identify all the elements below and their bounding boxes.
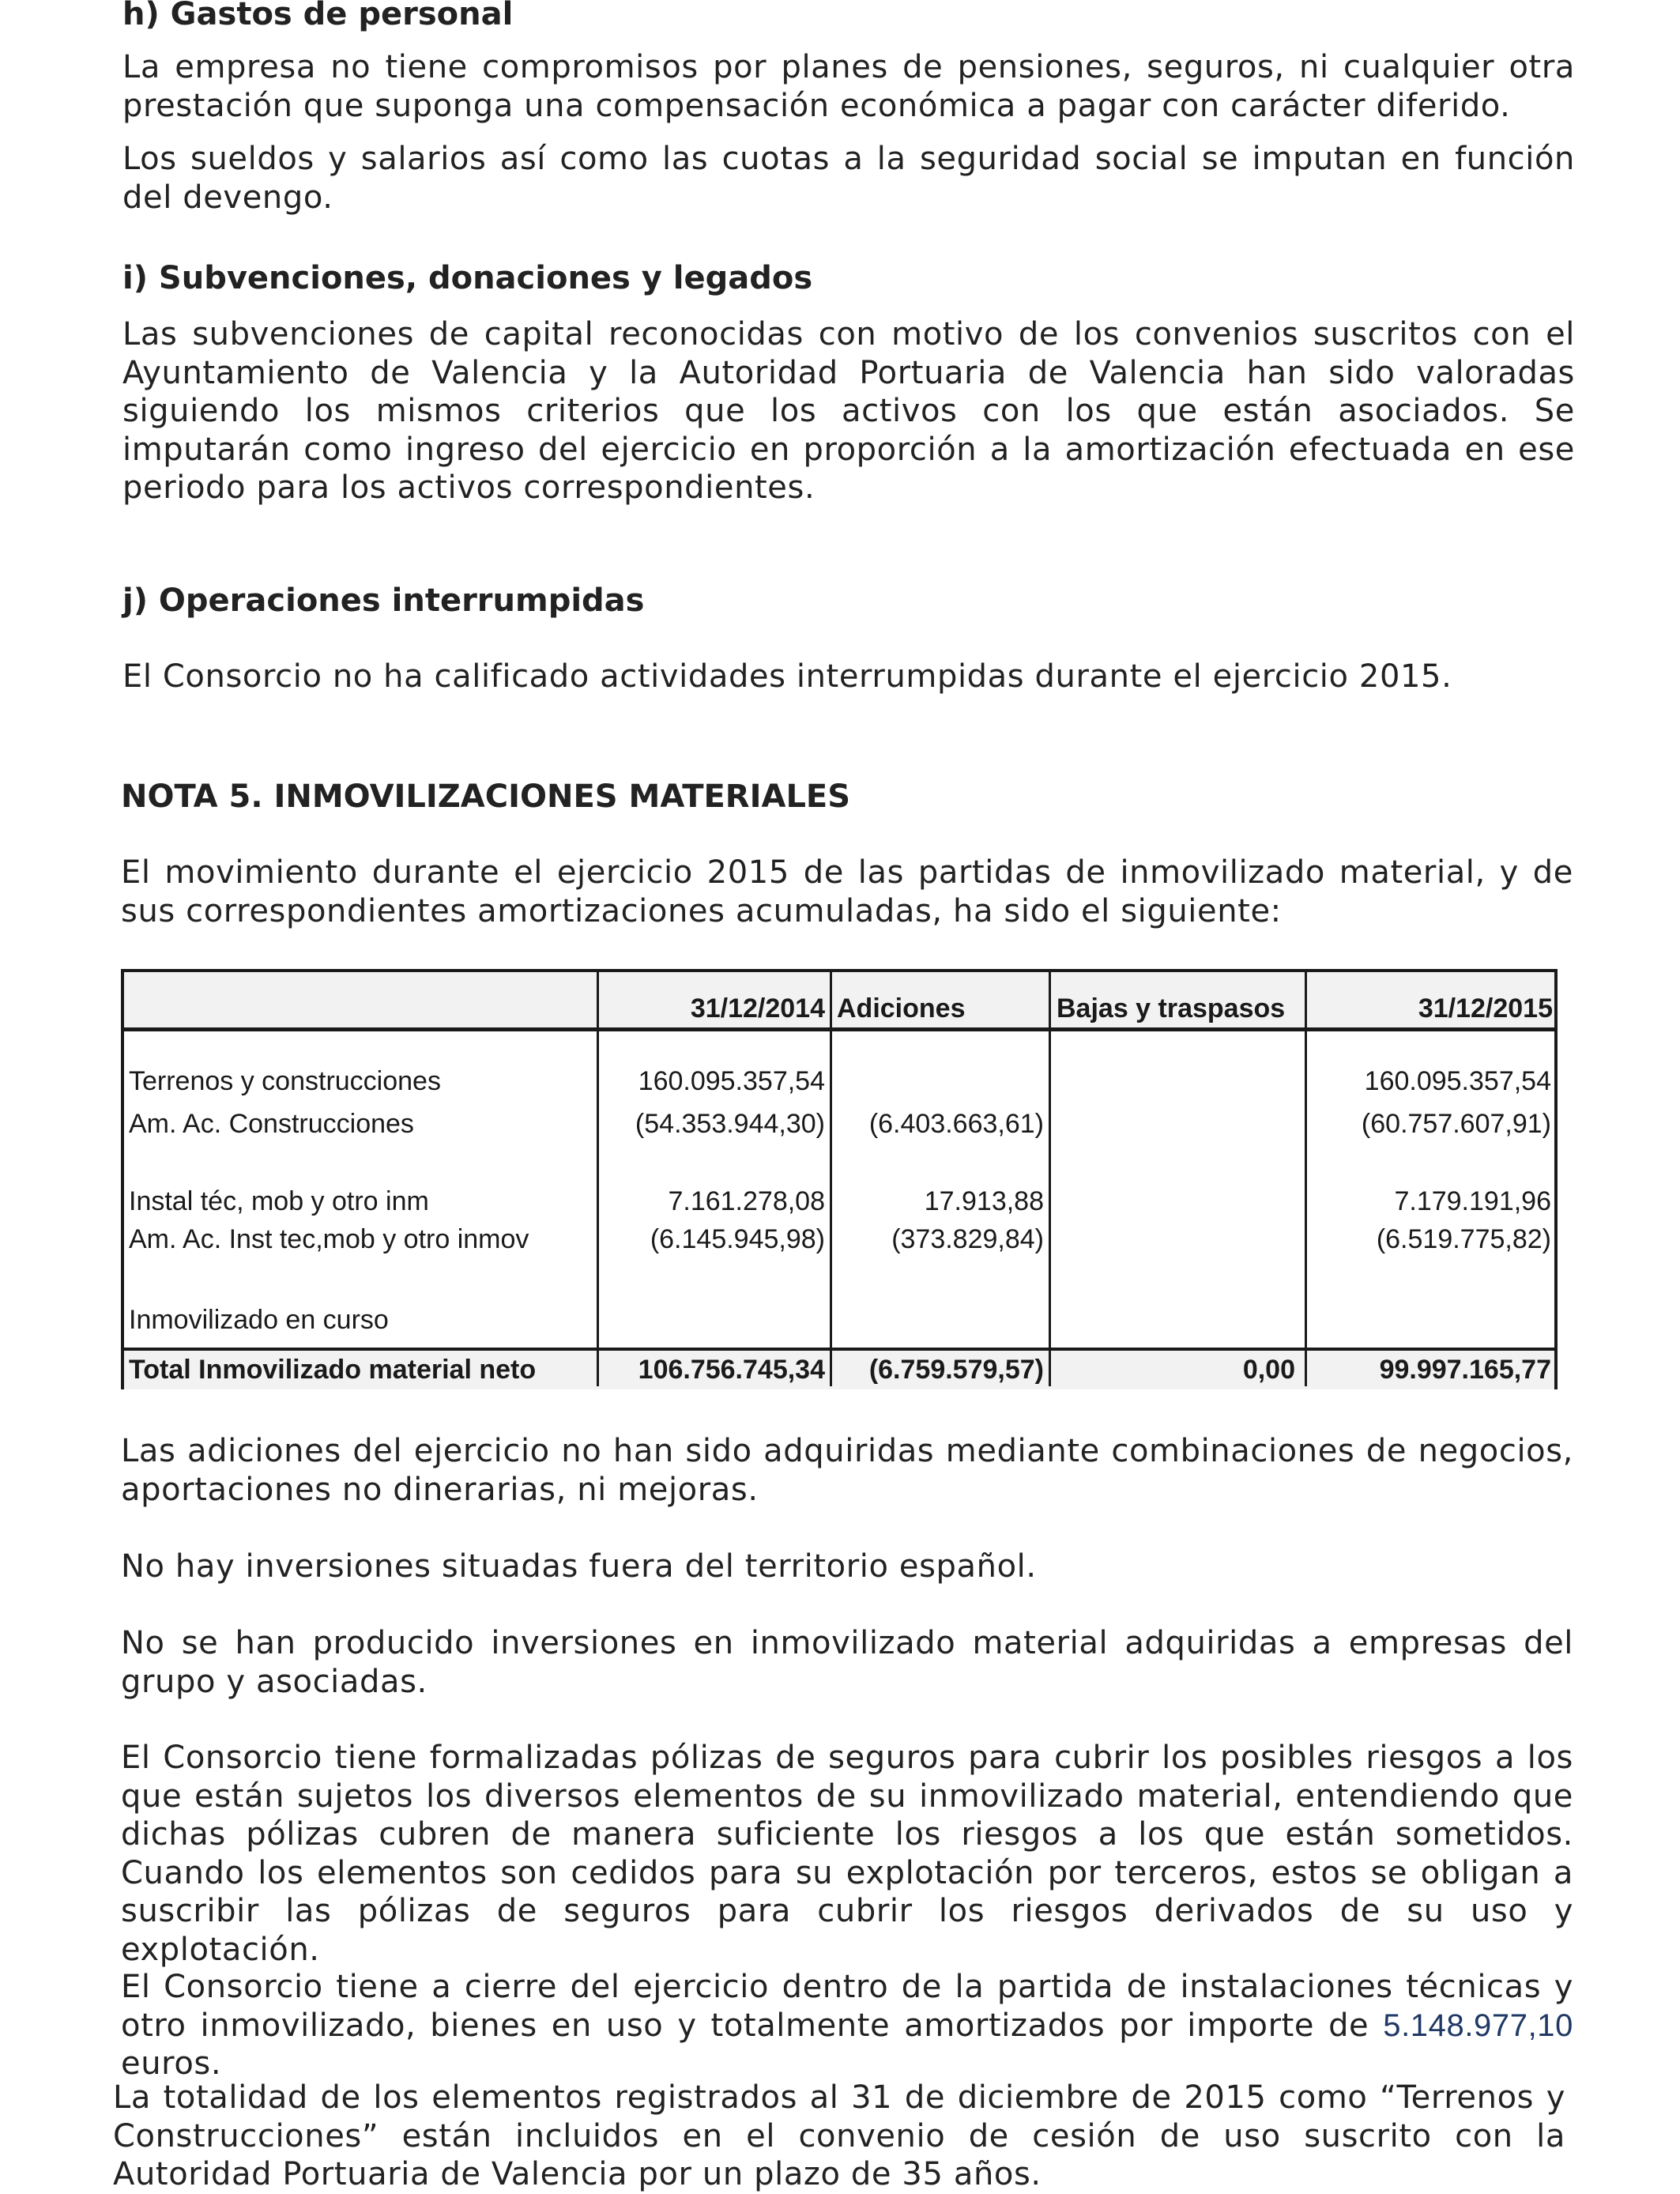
- section-j-title: j) Operaciones interrumpidas: [122, 582, 645, 619]
- table-cell: 160.095.357,54: [638, 1066, 825, 1096]
- nota5-title: NOTA 5. INMOVILIZACIONES MATERIALES: [121, 778, 851, 815]
- header-cell: 31/12/2015: [1418, 993, 1553, 1023]
- section-i-paragraph: Las subvenciones de capital reconocidas con motivo de los convenios suscritos con el Ayuntamiento de Valencia y la Autoridad Portuaria de Valencia han sido valoradas siguiendo los mismos criterios que los activos con los que están asociados. Se imputarán como ingreso del ejercicio en proporción a la amortización efectuada en ese periodo para los activos correspondientes.: [122, 316, 1575, 506]
- row-label: Terrenos y construcciones: [129, 1066, 441, 1096]
- column-divider: [1049, 972, 1051, 1386]
- table-cell: (60.757.607,91): [1361, 1109, 1551, 1139]
- paragraph-seguros: El Consorcio tiene formalizadas pólizas de seguros para cubrir los posibles riesgos a los que están sujetos los diversos elementos de su inmovilizado material, entendiendo que dichas pólizas cubren de manera suficiente los riesgos a los que están sometidos. Cuando los elementos son cedidos para su explotación por terceros, estos se obligan a suscribir las pólizas de seguros para cubrir los riesgos derivados de su uso y explotación.: [121, 1740, 1573, 1968]
- table-cell: 7.179.191,96: [1394, 1186, 1551, 1216]
- total-cell: (6.759.579,57): [868, 1355, 1044, 1385]
- section-j-paragraph: El Consorcio no ha calificado actividades interrumpidas durante el ejercicio 2015.: [122, 658, 1452, 695]
- table-cell: (6.403.663,61): [868, 1109, 1044, 1139]
- total-cell: 99.997.165,77: [1379, 1355, 1551, 1385]
- total-cell: 0,00: [1242, 1355, 1295, 1385]
- table-cell: (373.829,84): [891, 1224, 1044, 1254]
- row-label: Inmovilizado en curso: [129, 1305, 389, 1335]
- section-h-title: h) Gastos de personal: [122, 0, 514, 32]
- column-divider: [1305, 972, 1307, 1386]
- total-label: Total Inmovilizado material neto: [129, 1355, 537, 1385]
- paragraph-adiciones: Las adiciones del ejercicio no han sido adquiridas mediante combinaciones de negocios, aportaciones no dinerarias, ni mejoras.: [121, 1433, 1573, 1508]
- header-cell: 31/12/2014: [690, 993, 825, 1023]
- row-label: Am. Ac. Inst tec,mob y otro inmov: [129, 1224, 529, 1254]
- paragraph-terrenos: La totalidad de los elementos registrados al 31 de diciembre de 2015 como “Terrenos y Construcciones” están incluidos en el convenio de cesión de uso suscrito con la Autoridad Portuaria de Valencia por un plazo de 35 años.: [113, 2079, 1565, 2192]
- section-h-paragraph-2: Los sueldos y salarios así como las cuotas a la seguridad social se imputan en función del devengo.: [122, 141, 1575, 216]
- table-cell: (6.145.945,98): [650, 1224, 825, 1254]
- table-cell: 160.095.357,54: [1364, 1066, 1551, 1096]
- total-cell: 106.756.745,34: [638, 1355, 825, 1385]
- header-cell: Bajas y traspasos: [1057, 993, 1286, 1023]
- nota5-intro: El movimiento durante el ejercicio 2015 de las partidas de inmovilizado material, y de sus correspondientes amortizaciones acumuladas, ha sido el siguiente:: [121, 854, 1573, 929]
- table-cell: 7.161.278,08: [668, 1186, 825, 1216]
- paragraph-amortizados: [121, 1968, 1573, 2083]
- paragraph-inversiones-grupo: No se han producido inversiones en inmovilizado material adquiridas a empresas del grupo y asociadas.: [121, 1625, 1573, 1700]
- paragraph-amortizados-text: El Consorcio tiene a cierre del ejercicio dentro de la partida de instalaciones técnicas y otro inmovilizado, bienes en uso y totalmente amortizados por importe de: [121, 1969, 1573, 2044]
- column-divider: [830, 972, 832, 1386]
- paragraph-inversiones-fuera: No hay inversiones situadas fuera del territorio español.: [121, 1548, 1037, 1585]
- paragraph-amortizados-suffix: euros.: [121, 2045, 222, 2082]
- header-cell: Adiciones: [837, 993, 966, 1023]
- table-cell: 17.913,88: [924, 1186, 1044, 1216]
- table-cell: (54.353.944,30): [635, 1109, 825, 1139]
- amount-value: 5.148.977,10: [1383, 2007, 1573, 2043]
- column-divider: [597, 972, 599, 1386]
- table-cell: (6.519.775,82): [1376, 1224, 1551, 1254]
- inmovilizado-table: [121, 969, 1558, 1389]
- row-label: Instal téc, mob y otro inm: [129, 1186, 429, 1216]
- section-i-title: i) Subvenciones, donaciones y legados: [122, 260, 813, 296]
- row-label: Am. Ac. Construcciones: [129, 1109, 414, 1139]
- section-h-paragraph-1: La empresa no tiene compromisos por planes de pensiones, seguros, ni cualquier otra prestación que suponga una compensación económica a pagar con carácter diferido.: [122, 49, 1575, 124]
